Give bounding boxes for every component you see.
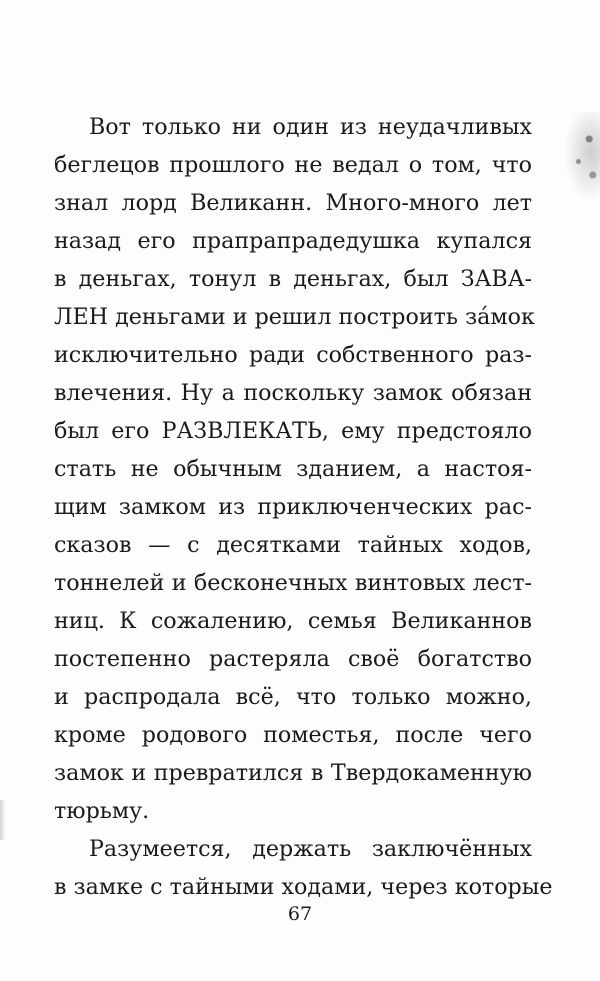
- text-line: ниц. К сожалению, семья Великаннов: [54, 608, 532, 634]
- text-line: влечения. Ну а поскольку замок обязан: [54, 380, 532, 406]
- text-line: сказов — с десятками тайных ходов,: [54, 532, 532, 558]
- text-line: стать не обычным зданием, а настоя-: [54, 456, 532, 482]
- text-line: замок и превратился в Твердокаменную: [54, 760, 532, 786]
- text-line: кроме родового поместья, после чего: [54, 722, 532, 748]
- text-line: исключительно ради собственного раз-: [54, 342, 532, 368]
- text-line: беглецов прошлого не ведал о том, что: [54, 152, 532, 178]
- page-number: 67: [287, 903, 313, 925]
- text-line: и распродала всё, что только можно,: [54, 684, 532, 710]
- text-line: Вот только ни один из неудачливых: [89, 114, 532, 140]
- text-line: в деньгах, тонул в деньгах, был ЗАВА-: [54, 266, 532, 292]
- text-line: был его РАЗВЛЕКАТЬ, ему предстояло: [54, 418, 532, 444]
- page-edge-shadow: [0, 800, 6, 840]
- text-line: назад его прапрапрадедушка купался: [54, 228, 532, 254]
- text-line: постепенно растеряла своё богатство: [54, 646, 532, 672]
- text-line: ЛЕН деньгами и решил построить за́мок: [54, 304, 535, 330]
- text-line: знал лорд Великанн. Много-много лет: [54, 190, 532, 216]
- body-text: [54, 108, 553, 906]
- ink-smudge-decoration: [564, 112, 600, 202]
- text-line: тюрьму.: [54, 798, 150, 824]
- text-line: Разумеется, держать заключённых: [89, 836, 532, 862]
- text-line: в замке с тайными ходами, через которые: [54, 874, 553, 900]
- text-line: тоннелей и бесконечных винтовых лест-: [54, 570, 532, 596]
- text-line: щим замком из приключенческих рас-: [54, 494, 532, 520]
